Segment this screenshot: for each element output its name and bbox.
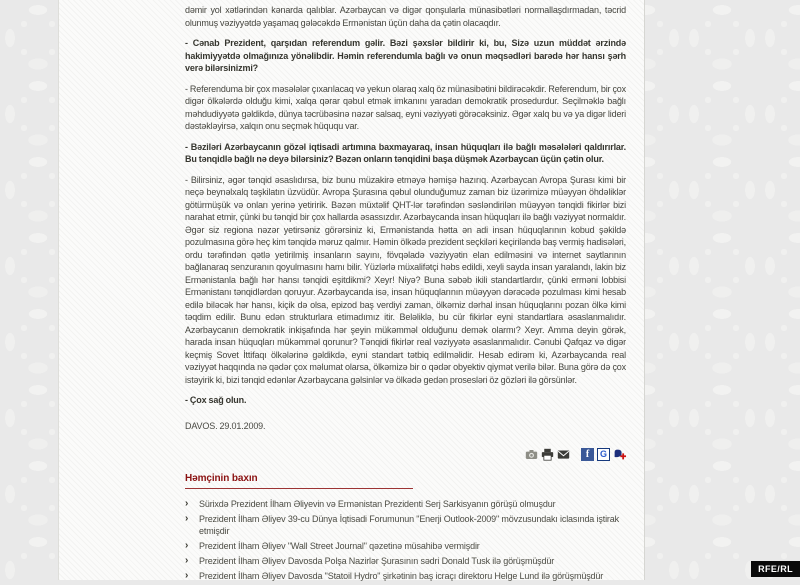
share-toolbar [185, 447, 626, 461]
article-paragraph: - Referenduma bir çox məsələlər çıxarılacaq və yekun olaraq xalq öz münasibətini bildirəcəkdir. Referendum, bir çox digər ölkələrdə olduğu kimi, xalqa qərar qəbul etmək imkanını yaradan demokratik prosedurdur. Seçilməklə bağlı məhdudiyyətə gəldikdə, dünya təcrübəsinə nəzər salsaq, eyni vəziyyəti görəcəksiniz. Əgər xalq bu və ya digər lideri dəstəkləyirsə, xalqın onu seçmək hüququ var. [185, 83, 626, 131]
related-link[interactable] [185, 570, 626, 582]
related-divider [185, 488, 413, 489]
interview-question: - Bəziləri Azərbaycanın gözəl iqtisadi artımına baxmayaraq, insan hüquqları ilə bağlı məsələləri qaldırırlar. Bu tənqidlə bağlı nə deyə bilərsiniz? Bəzən onların tənqidini başa düşmək Azərbaycan üçün çətin olur. [185, 141, 626, 164]
related-link[interactable] [185, 540, 626, 552]
article-body [185, 0, 626, 585]
related-link[interactable] [185, 513, 626, 537]
rferl-watermark: RFE/RL [751, 561, 800, 577]
facebook-letter: f [581, 448, 594, 461]
article-paragraph: - Bilirsiniz, əgər tənqid əsaslıdırsa, biz bunu müzakirə etməyə həmişə hazırıq. Azərbaycan Avropa Şurası kimi bir neçə beynəlxalq təşkilatın üzvüdür. Avropa Şurasına qəbul olunduğumuz zaman biz üzərimizə müəyyən öhdəliklər götürmüşük və onları yerinə yetiririk. Bəzən müxtəlif QHT-lər tərəfindən səsləndirilən müəyyən tənqidi fikirlər bizi narahat etmir, çünki bu tənqid bir çox hallarda əsassızdır. Azərbaycanda insan hüquqları ilə bağlı vəziyyət normaldır. Əgər siz regiona nəzər yetirsəniz görərsiniz ki, Ermənistanda hətta ən adi insan hüquqlarının kobud şəkildə pozulmasına görə heç kim tənqidə məruz qalmır. Həmin ölkədə prezident seçkiləri keçiriləndə baş vermiş hadisələri, ordu tərəfindən qətlə yetirilmiş insanların sayını, fövqəladə vəziyyətin elan edilməsini və internet saytlarının bağlanaraq senzuranın qoyulmasını hamı bilir. Yüzlərlə müxalifətçi həbs edildi, xeyli sayda insan yaralandı, lakin biz Ermənistanla bağlı hər hansı tənqidi eşitdikmi? Xeyr! Niyə? Buna səbəb ikili standartlardır, çünki erməni lobbisi Ermənistanı tənqidlərdən qoruyur. Azərbaycanda isə, insan hüquqlarının müəyyən dərəcədə pozulması kimi hesab edilə biləcək hər hansı, kiçik də olsa, epizod baş verdiyi zaman, ölkəmiz dərhal insan hüquqlarını pozan ölkə kimi təqdim edilir. Bunu edən strukturlara etimadımız itir. Beləliklə, bu cür fikirlər eyni standartlara əsaslanmalıdır. Azərbaycanın demokratik inkişafında hər şeyin mükəmməl olduğunu demək olarmı? Xeyr. Amma deyin görək, harada insan hüquqları mükəmməl qorunur? Tənqidi fikirlər real vəziyyətə əsaslanmalıdır. Cənubi Qafqaz və digər keçmiş Sovet İttifaqı ölkələrinə gəldikdə, eyni standart tətbiq edilməlidir. Hesab edirəm ki, Azərbaycanda real vəziyyət haqqında nə qədər çox məlumat olarsa, ölkəmizə bir o qədər obyektiv qiymət verilə bilər. Buna görə də çox istəyirik ki, bizi tənqid edənlər Azərbaycana gəlsinlər və ölkədə gedən prosesləri öz gözləri ilə görsünlər. [185, 174, 626, 385]
interview-closing: - Çox sağ olun. [185, 395, 247, 405]
google-icon[interactable] [597, 448, 610, 461]
arrow-bullet-icon: › [185, 540, 189, 551]
share-icon[interactable] [613, 448, 626, 461]
related-link[interactable] [185, 498, 626, 510]
related-link[interactable] [185, 555, 626, 567]
related-title: Həmçinin baxın [185, 473, 258, 484]
related-section [185, 473, 626, 582]
arrow-bullet-icon: › [185, 555, 189, 566]
arrow-bullet-icon: › [185, 513, 189, 524]
arrow-bullet-icon: › [185, 498, 189, 509]
dateline: DAVOS. 29.01.2009. [185, 420, 266, 431]
email-icon[interactable] [557, 448, 570, 461]
facebook-icon[interactable] [581, 448, 594, 461]
related-link-label: Prezident İlham Əliyev 39-cu Dünya İqtisadi Forumunun "Enerji Outlook-2009" mövzusundakı iclasında iştirak etmişdir [199, 514, 619, 536]
google-letter: G [597, 448, 610, 461]
arrow-bullet-icon: › [185, 570, 189, 581]
content-column [58, 0, 645, 580]
print-icon[interactable] [541, 448, 554, 461]
related-link-label: Prezident İlham Əliyev "Wall Street Journal" qəzetinə müsahibə vermişdir [199, 541, 480, 551]
camera-icon[interactable] [525, 448, 538, 461]
interview-question: - Cənab Prezident, qarşıdan referendum gəlir. Bəzi şəxslər bildirir ki, bu, Sizə uzun müddət ərzində hakimiyyətdə olmağınıza yönəlibdir. Həmin referendumla bağlı və onun məqsədləri barədə hər hansı şərh verə bilərsinizmi? [185, 38, 626, 73]
related-link-label: Prezident İlham Əliyev Davosda "Statoil Hydro" şirkətinin baş icraçı direktoru Helge Lund ilə görüşmüşdür [199, 571, 604, 581]
related-link-label: Sürixdə Prezident İlham Əliyevin və Ermənistan Prezidenti Serj Sarkisyanın görüşü olmuşdur [199, 499, 556, 509]
related-link-label: Prezident İlham Əliyev Davosda Polşa Nazirlər Şurasının sədri Donald Tusk ilə görüşmüşdür [199, 556, 555, 566]
article-paragraph: dəmir yol xətlərindən kənarda qalıblar. Azərbaycan və digər qonşularla münasibətləri normallaşdırmadan, təcrid olunmuş vəziyyətdə yaşamaq gələcəkdə Ermənistan üçün daha da çətin olacaqdır. [185, 5, 626, 28]
